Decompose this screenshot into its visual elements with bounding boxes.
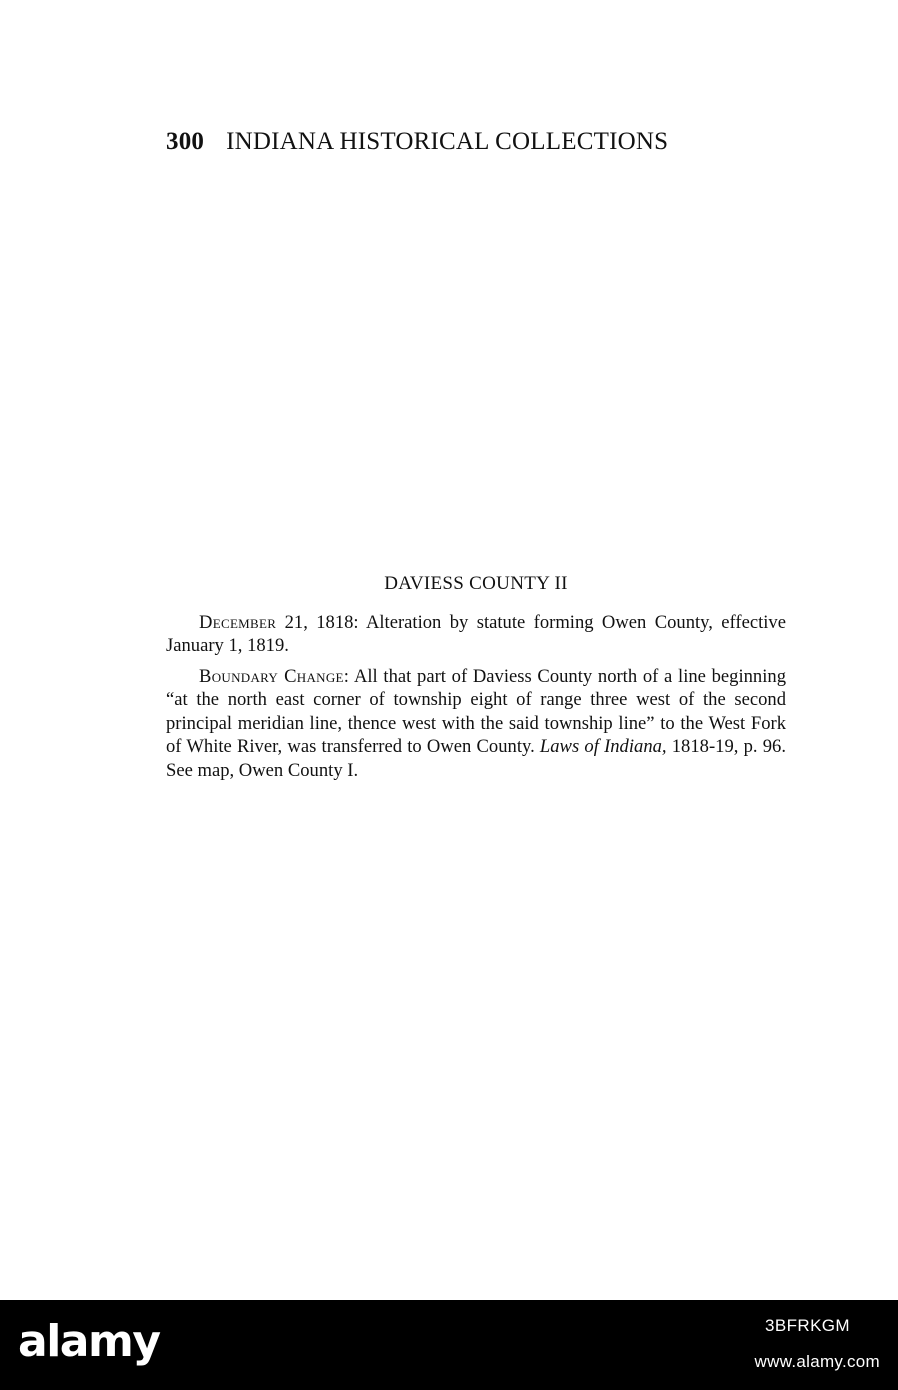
book-title: INDIANA HISTORICAL COLLECTIONS — [226, 128, 669, 155]
stock-image-id: 3BFRKGM — [765, 1316, 850, 1335]
boundary-change-text: All that part of Daviess County north of a line beginning “at the north east corner of township eight of range three west of the second principal meridian line, thence west with the said township line” to the West Fork of White River, was transferred to Owen County. — [166, 666, 786, 758]
alteration-text: 21, 1818: Alteration by statute forming Owen County, effective January 1, 1819. — [166, 612, 786, 657]
stock-logo: alamy — [18, 1316, 160, 1367]
boundary-change-lead-in: Boundary Change: — [199, 666, 350, 687]
running-head — [166, 128, 726, 156]
citation-title: Laws of Indiana, — [539, 736, 667, 758]
page-number: 300 — [166, 128, 205, 155]
entry-date-lead-in: December — [199, 612, 277, 633]
section-heading: DAVIESS COUNTY II — [384, 573, 568, 594]
citation-details: 1818-19, p. 96. See map, Owen County I. — [166, 736, 786, 781]
boundary-change-entry — [166, 665, 786, 782]
stock-watermark-banner — [0, 1300, 898, 1390]
alteration-entry — [166, 611, 786, 658]
stock-url: www.alamy.com — [754, 1352, 880, 1371]
